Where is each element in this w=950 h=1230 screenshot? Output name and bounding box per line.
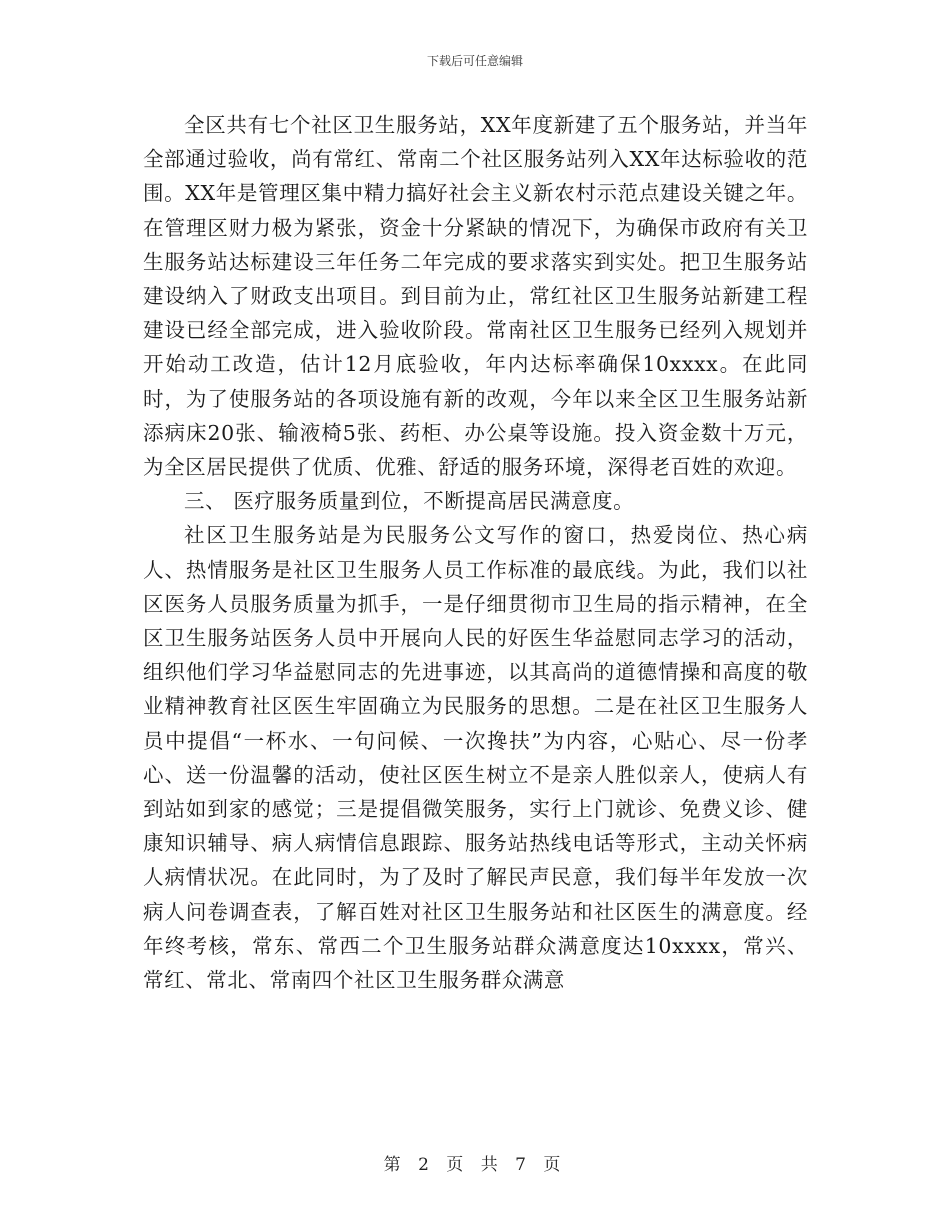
page-header-note: 下载后可任意编辑: [426, 54, 523, 68]
page-number: 第 2 页 共 7 页: [383, 1155, 567, 1175]
body-paragraph: 社区卫生服务站是为民服务公文写作的窗口，热爱岗位、热心病人、热情服务是社区卫生服务人员工作标准的最底线。为此，我们以社区医务人员服务质量为抓手，一是仔细贯彻市卫生局的指示精神，在全区卫生服务站医务人员中开展向人民的好医生华益慰同志学习的活动，组织他们学习华益慰同志的先进事迹，以其高尚的道德情操和高度的敬业精神教育社区医生牢固确立为民服务的思想。二是在社区卫生服务人员中提倡“一杯水、一句问候、一次搀扶”为内容，心贴心、尽一份孝心、送一份温馨的活动，使社区医生树立不是亲人胜似亲人，使病人有到站如到家的感觉；三是提倡微笑服务，实行上门就诊、免费义诊、健康知识辅导、病人病情信息跟踪、服务站热线电话等形式，主动关怀病人病情状况。在此同时，为了及时了解民声民意，我们每半年发放一次病人问卷调查表，了解百姓对社区卫生服务站和社区医生的满意度。经年终考核，常东、常西二个卫生服务站群众满意度达10xxxx，常兴、常红、常北、常南四个社区卫生服务群众满意: [143, 523, 808, 993]
section-heading: 三、 医疗服务质量到位，不断提高居民满意度。: [184, 489, 635, 514]
document-body: [143, 108, 808, 997]
body-paragraph: 全区共有七个社区卫生服务站，XX年度新建了五个服务站，并当年全部通过验收，尚有常红、常南二个社区服务站列入XX年达标验收的范围。XX年是管理区集中精力搞好社会主义新农村示范点建设关键之年。在管理区财力极为紧张，资金十分紧缺的情况下，为确保市政府有关卫生服务站达标建设三年任务二年完成的要求落实到实处。把卫生服务站建设纳入了财政支出项目。到目前为止，常红社区卫生服务站新建工程建设已经全部完成，进入验收阶段。常南社区卫生服务已经列入规划并开始动工改造，估计12月底验收，年内达标率确保10xxxx。在此同时，为了使服务站的各项设施有新的改观，今年以来全区卫生服务站新添病床20张、输液椅5张、药柜、办公桌等设施。投入资金数十万元，为全区居民提供了优质、优雅、舒适的服务环境，深得老百姓的欢迎。: [143, 113, 808, 480]
